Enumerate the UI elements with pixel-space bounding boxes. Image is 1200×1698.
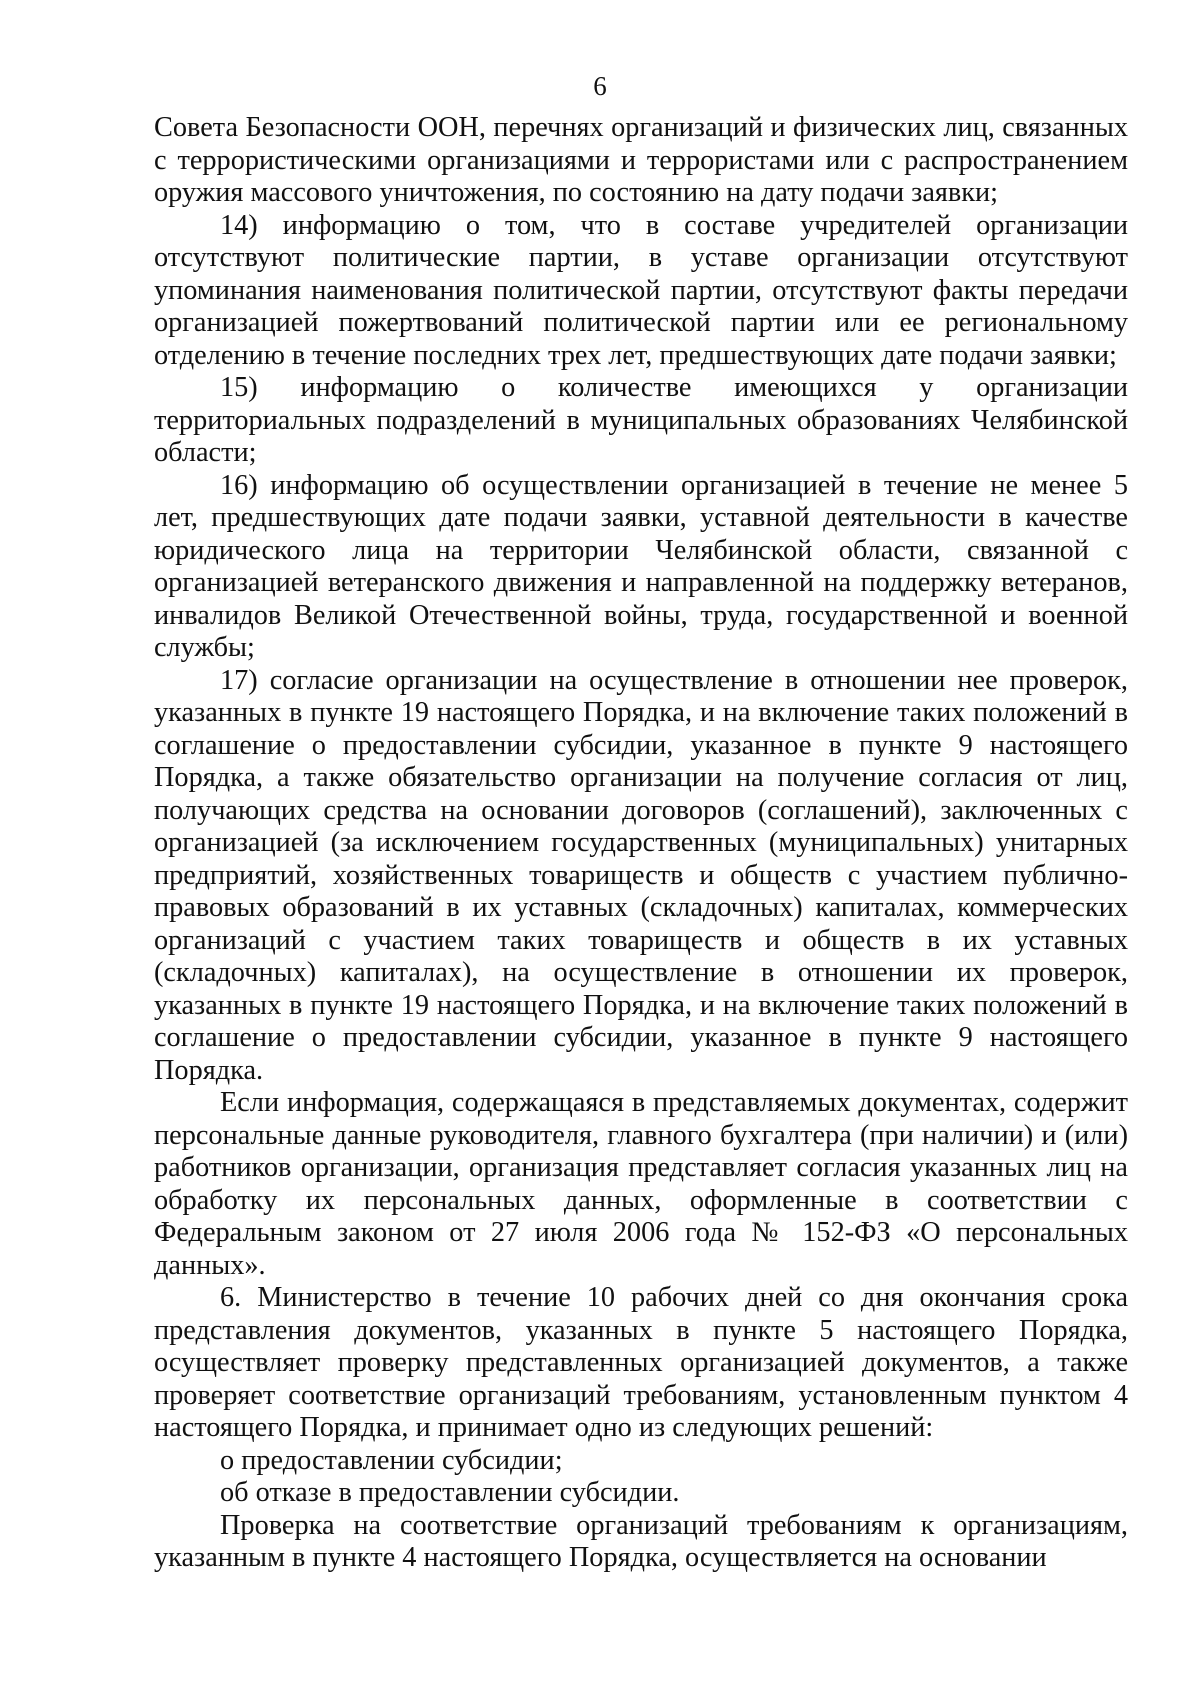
page-number: 6: [593, 71, 607, 101]
document-body: [154, 112, 1128, 1575]
paragraph-item-15: 15) информацию о количестве имеющихся у организации территориальных подразделений в муниципальных образованиях Челябинской области;: [154, 372, 1128, 468]
paragraph-item-16: 16) информацию об осуществлении организацией в течение не менее 5 лет, предшествующих дате подачи заявки, уставной деятельности в качестве юридического лица на территории Челябинской области, связанной с организацией ветеранского движения и направленной на поддержку ветеранов, инвалидов Великой Отечественной войны, труда, государственной и военной службы;: [154, 469, 1128, 663]
paragraph-personal-data: Если информация, содержащаяся в представляемых документах, содержит персональные данные руководителя, главного бухгалтера (при наличии) и (или) работников организации, организация представляет согласия указанных лиц на обработку их персональных данных, оформленные в соответствии с Федеральным законом от 27 июля 2006 года № 152-ФЗ «О персональных данных».: [154, 1087, 1128, 1281]
paragraph-continuation: Совета Безопасности ООН, перечнях организаций и физических лиц, связанных с террористическими организациями и террористами или с распространением оружия массового уничтожения, по состоянию на дату подачи заявки;: [154, 112, 1128, 208]
paragraph-item-14: 14) информацию о том, что в составе учредителей организации отсутствуют политические партии, в уставе организации отсутствуют упоминания наименования политической партии, отсутствуют факты передачи организацией пожертвований политической партии или ее региональному отделению в течение последних трех лет, предшествующих дате подачи заявки;: [154, 209, 1128, 371]
paragraph-clause-6: 6. Министерство в течение 10 рабочих дней со дня окончания срока представления документов, указанных в пункте 5 настоящего Порядка, осуществляет проверку представленных организацией документов, а также проверяет соответствие организаций требованиям, установленным пунктом 4 настоящего Порядка, и принимает одно из следующих решений:: [154, 1282, 1128, 1443]
paragraph-decision-grant: о предоставлении субсидии;: [220, 1444, 563, 1476]
paragraph-item-17: 17) согласие организации на осуществление в отношении нее проверок, указанных в пункте 19 настоящего Порядка, и на включение таких положений в соглашение о предоставлении субсидии, указанное в пункте 9 настоящего Порядка, а также обязательство организации на получение согласия от лиц, получающих средства на основании договоров (соглашений), заключенных с организацией (за исключением государственных (муниципальных) унитарных предприятий, хозяйственных товариществ и обществ с участием публично-правовых образований в их уставных (складочных) капиталах, коммерческих организаций с участием таких товариществ и обществ в их уставных (складочных) капиталах), на осуществление в отношении их проверок, указанных в пункте 19 настоящего Порядка, и на включение таких положений в соглашение о предоставлении субсидии, указанное в пункте 9 настоящего Порядка.: [154, 664, 1128, 1086]
paragraph-verification: Проверка на соответствие организаций требованиям к организациям, указанным в пункте 4 настоящего Порядка, осуществляется на основании: [154, 1509, 1128, 1573]
paragraph-decision-refusal: об отказе в предоставлении субсидии.: [220, 1477, 680, 1508]
